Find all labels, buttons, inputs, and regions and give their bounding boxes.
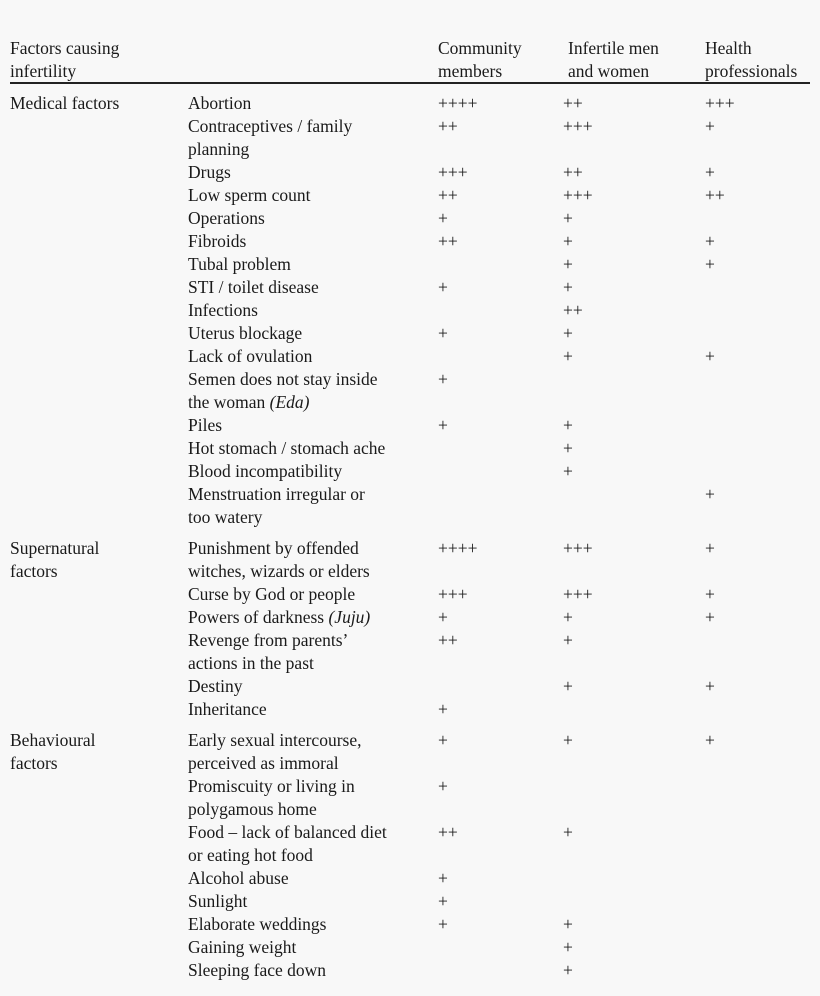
factor-label: Abortion — [188, 93, 252, 113]
factor-label: Gaining weight — [188, 937, 297, 957]
infertile-rating: + — [563, 461, 573, 481]
community-rating: + — [438, 277, 448, 297]
community-rating: ++ — [438, 822, 458, 842]
factor-label: Fibroids — [188, 231, 247, 251]
infertile-rating: + — [563, 277, 573, 297]
table-row — [0, 629, 820, 675]
table-row — [0, 322, 820, 345]
table-row — [0, 460, 820, 483]
health-rating: + — [705, 538, 715, 558]
header-community: Community members — [438, 38, 522, 81]
table-row — [0, 606, 820, 629]
table-row — [0, 368, 820, 414]
table-row — [0, 936, 820, 959]
community-rating: + — [438, 868, 448, 888]
community-rating: + — [438, 607, 448, 627]
infertile-rating: +++ — [563, 116, 593, 136]
factor-label: Powers of darkness (Juju) — [188, 607, 371, 627]
table-row — [0, 207, 820, 230]
health-rating: + — [705, 730, 715, 750]
group-name: Medical factors — [10, 93, 120, 113]
infertile-rating: ++ — [563, 93, 583, 113]
table-row — [0, 775, 820, 821]
factor-label: Lack of ovulation — [188, 346, 313, 366]
factor-label: Elaborate weddings — [188, 914, 327, 934]
health-rating: + — [705, 254, 715, 274]
community-rating: ++ — [438, 630, 458, 650]
factor-label: Destiny — [188, 676, 243, 696]
table-row — [0, 890, 820, 913]
infertile-rating: + — [563, 346, 573, 366]
infertile-rating: + — [563, 914, 573, 934]
factor-label: Blood incompatibility — [188, 461, 343, 481]
factor-label: Low sperm count — [188, 185, 311, 205]
table-row — [0, 583, 820, 606]
header-factors: Factors causing infertility — [10, 38, 120, 81]
factor-label: Sleeping face down — [188, 960, 327, 980]
health-rating: + — [705, 484, 715, 504]
factor-group — [0, 92, 820, 529]
infertile-rating: + — [563, 208, 573, 228]
infertile-rating: +++ — [563, 185, 593, 205]
infertile-rating: + — [563, 415, 573, 435]
table-row — [0, 959, 820, 982]
table-row — [0, 729, 820, 775]
table-row — [0, 913, 820, 936]
health-rating: + — [705, 676, 715, 696]
infertile-rating: ++ — [563, 162, 583, 182]
table-row — [0, 115, 820, 161]
factor-label: Drugs — [188, 162, 231, 182]
group-name: Supernatural factors — [10, 538, 100, 581]
factor-label: Promiscuity or living in polygamous home — [188, 776, 355, 819]
table-row — [0, 299, 820, 322]
infertile-rating: + — [563, 323, 573, 343]
factor-label: Curse by God or people — [188, 584, 356, 604]
health-rating: + — [705, 584, 715, 604]
community-rating: + — [438, 323, 448, 343]
factor-label: Contraceptives / family planning — [188, 116, 353, 159]
infertile-rating: + — [563, 822, 573, 842]
community-rating: + — [438, 369, 448, 389]
infertile-rating: + — [563, 630, 573, 650]
health-rating: + — [705, 116, 715, 136]
health-rating: ++ — [705, 185, 725, 205]
table-row — [0, 483, 820, 529]
factor-label: Operations — [188, 208, 265, 228]
infertile-rating: +++ — [563, 584, 593, 604]
table-row — [0, 821, 820, 867]
table-header — [0, 37, 820, 83]
community-rating: + — [438, 891, 448, 911]
infertile-rating: + — [563, 937, 573, 957]
health-rating: + — [705, 162, 715, 182]
table-row — [0, 92, 820, 115]
infertile-rating: + — [563, 730, 573, 750]
table-row — [0, 867, 820, 890]
infertile-rating: + — [563, 607, 573, 627]
infertile-rating: + — [563, 231, 573, 251]
factor-label: Hot stomach / stomach ache — [188, 438, 386, 458]
infertile-rating: + — [563, 254, 573, 274]
community-rating: +++ — [438, 162, 468, 182]
table-body — [0, 92, 820, 982]
infertile-rating: + — [563, 676, 573, 696]
factor-label: Inheritance — [188, 699, 267, 719]
header-health: Health professionals — [705, 38, 798, 81]
header-infertile: Infertile men and women — [568, 38, 659, 81]
community-rating: ++ — [438, 231, 458, 251]
community-rating: + — [438, 914, 448, 934]
community-rating: +++ — [438, 584, 468, 604]
factor-group — [0, 729, 820, 982]
health-rating: + — [705, 231, 715, 251]
table-row — [0, 253, 820, 276]
table-row — [0, 276, 820, 299]
factor-local-term: (Juju) — [328, 607, 371, 627]
factor-label: Punishment by offended witches, wizards or elders — [188, 538, 370, 581]
infertile-rating: +++ — [563, 538, 593, 558]
factor-label: Menstruation irregular or too watery — [188, 484, 365, 527]
table-row — [0, 414, 820, 437]
community-rating: + — [438, 415, 448, 435]
table-row — [0, 437, 820, 460]
table-row — [0, 345, 820, 368]
factor-label: STI / toilet disease — [188, 277, 319, 297]
factor-label: Infections — [188, 300, 258, 320]
infertile-rating: ++ — [563, 300, 583, 320]
health-rating: + — [705, 346, 715, 366]
community-rating: ++++ — [438, 538, 478, 558]
table-row — [0, 230, 820, 253]
table-row — [0, 537, 820, 583]
factor-local-term: (Eda) — [269, 392, 310, 412]
infertile-rating: + — [563, 960, 573, 980]
community-rating: + — [438, 208, 448, 228]
group-name: Behavioural factors — [10, 730, 96, 773]
community-rating: ++ — [438, 185, 458, 205]
factor-label: Alcohol abuse — [188, 868, 289, 888]
community-rating: + — [438, 776, 448, 796]
table-row — [0, 675, 820, 698]
health-rating: +++ — [705, 93, 735, 113]
table-row — [0, 698, 820, 721]
factor-label: Piles — [188, 415, 223, 435]
community-rating: + — [438, 730, 448, 750]
community-rating: + — [438, 699, 448, 719]
factor-label: Early sexual intercourse, perceived as immoral — [188, 730, 362, 773]
infertile-rating: + — [563, 438, 573, 458]
table-row — [0, 184, 820, 207]
factor-label: Uterus blockage — [188, 323, 303, 343]
table-row — [0, 161, 820, 184]
header-rule — [10, 82, 810, 84]
health-rating: + — [705, 607, 715, 627]
factor-label: Revenge from parents’ actions in the past — [188, 630, 349, 673]
factor-group — [0, 537, 820, 721]
community-rating: ++ — [438, 116, 458, 136]
factor-label: Food – lack of balanced diet or eating hot food — [188, 822, 387, 865]
factor-label: Tubal problem — [188, 254, 291, 274]
factor-label: Sunlight — [188, 891, 248, 911]
factor-label: Semen does not stay inside the woman (Eda) — [188, 369, 378, 412]
community-rating: ++++ — [438, 93, 478, 113]
